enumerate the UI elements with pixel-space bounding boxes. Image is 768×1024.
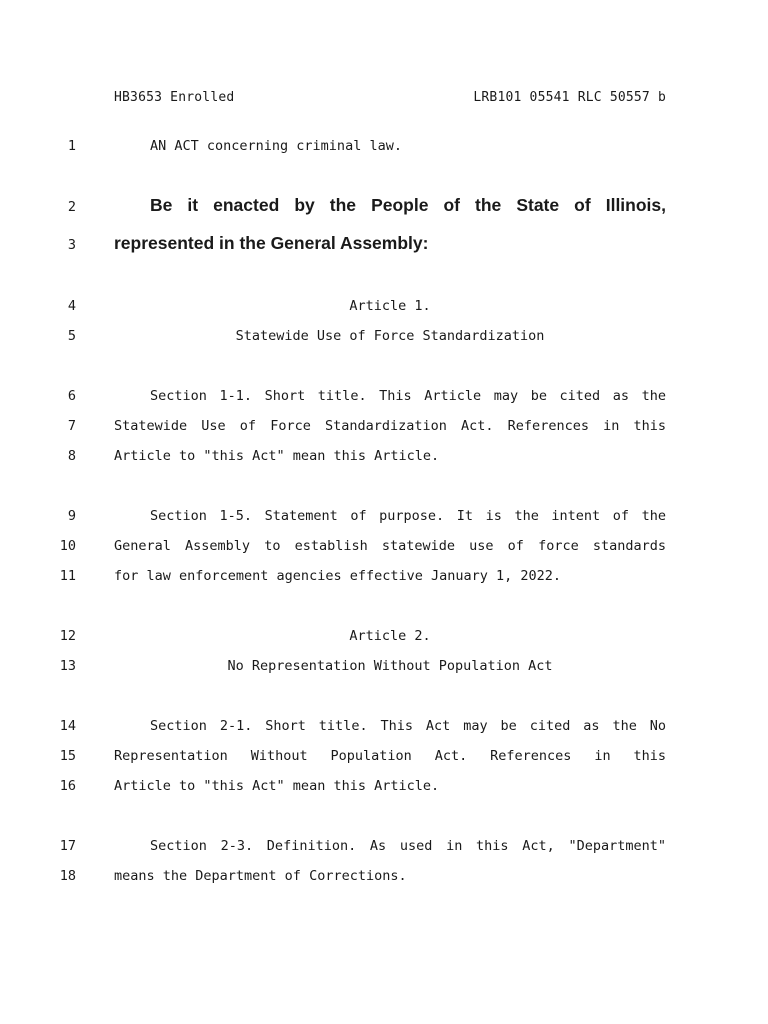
line-number: 11 bbox=[59, 568, 76, 584]
line-number: 4 bbox=[67, 298, 76, 314]
enacting-clause-line: Be it enacted by the People of the State of Illinois, bbox=[150, 195, 666, 215]
line-number: 5 bbox=[67, 328, 76, 344]
line-number: 15 bbox=[59, 748, 76, 764]
line-number: 3 bbox=[67, 237, 76, 253]
section-text-line: means the Department of Corrections. bbox=[114, 868, 407, 884]
section-text-line: Section 1-1. Short title. This Article may be cited as the bbox=[150, 388, 666, 404]
lrb-reference: LRB101 05541 RLC 50557 b bbox=[473, 90, 666, 105]
article-heading: Article 2. bbox=[349, 628, 431, 644]
enacting-clause-line: represented in the General Assembly: bbox=[114, 233, 429, 253]
line-number: 9 bbox=[67, 508, 76, 524]
section-text-line: Section 2-3. Definition. As used in this Act, "Department" bbox=[150, 838, 666, 854]
article-heading: Article 1. bbox=[349, 298, 431, 314]
enacting-title: AN ACT concerning criminal law. bbox=[150, 138, 402, 154]
line-number: 1 bbox=[67, 138, 76, 154]
section-text-line: Section 2-1. Short title. This Act may be cited as the No bbox=[150, 718, 666, 734]
section-text-line: Statewide Use of Force Standardization Act. References in this bbox=[114, 418, 666, 434]
section-text-line: General Assembly to establish statewide use of force standards bbox=[114, 538, 666, 554]
line-number: 2 bbox=[67, 199, 76, 215]
line-number: 16 bbox=[59, 778, 76, 794]
line-number: 6 bbox=[67, 388, 76, 404]
line-number: 7 bbox=[67, 418, 76, 434]
line-number: 17 bbox=[59, 838, 76, 854]
article-title: No Representation Without Population Act bbox=[227, 658, 553, 674]
section-text-line: Article to "this Act" mean this Article. bbox=[114, 778, 440, 794]
line-number: 13 bbox=[59, 658, 76, 674]
section-text-line: Representation Without Population Act. References in this bbox=[114, 748, 666, 764]
line-number: 10 bbox=[59, 538, 76, 554]
section-text-line: Section 1-5. Statement of purpose. It is the intent of the bbox=[150, 508, 666, 524]
line-number: 12 bbox=[59, 628, 76, 644]
bill-identifier: HB3653 Enrolled bbox=[114, 90, 235, 105]
line-number: 18 bbox=[59, 868, 76, 884]
line-number: 14 bbox=[59, 718, 76, 734]
section-text-line: Article to "this Act" mean this Article. bbox=[114, 448, 440, 464]
line-number: 8 bbox=[67, 448, 76, 464]
article-title: Statewide Use of Force Standardization bbox=[235, 328, 545, 344]
section-text-line: for law enforcement agencies effective January 1, 2022. bbox=[114, 568, 562, 584]
